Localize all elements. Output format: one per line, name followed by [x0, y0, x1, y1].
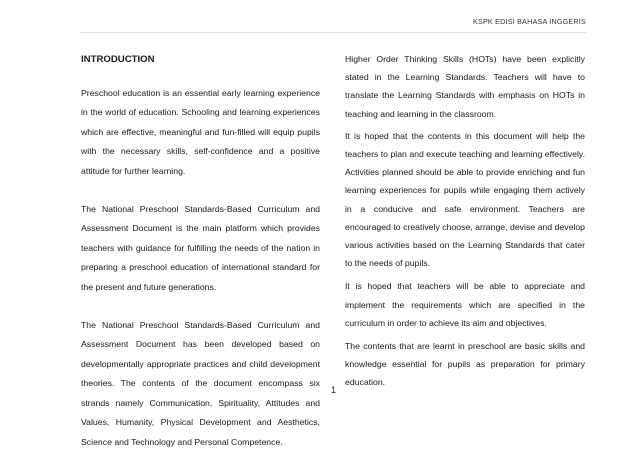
paragraph: It is hoped that the contents in this document will help the teachers to plan and execute teaching and learning effectively. Activities planned should be able to provide enriching and fun learning experiences for pupils while engaging them actively in a conducive and safe environment. Teachers are encouraged to creatively choose, arrange, devise and develop various activities based on the Learning Standards that cater to the needs of pupils.: [345, 130, 585, 269]
section-heading: INTRODUCTION: [81, 54, 155, 65]
page-header: [80, 10, 586, 33]
paragraph: Preschool education is an essential early learning experience in the world of education. Schooling and learning experiences which are effective, meaningful and fun-filled will equip pupils with the necessary skills, self-confidence and a positive attitude for further learning.: [81, 88, 320, 176]
paragraph: Higher Order Thinking Skills (HOTs) have been explicitly stated in the Learning Standards. Teachers will have to translate the Learning Standards with emphasis on HOTs in teaching and learning in the classroom.: [345, 54, 585, 119]
paragraph: The National Preschool Standards-Based Curriculum and Assessment Document is the main platform which provides teachers with guidance for fulfilling the needs of the nation in preparing a preschool education of international standard for the present and future generations.: [81, 204, 320, 292]
page-number: 1: [331, 385, 337, 395]
paragraph: The contents that are learnt in preschool are basic skills and knowledge essential for pupils as preparation for primary education.: [345, 341, 585, 388]
paragraph: The National Preschool Standards-Based Curriculum and Assessment Document has been developed based on developmentally appropriate practices and child development theories. The contents of the document encompass six strands namely Communication, Spirituality, Attitudes and Values, Humanity, Physical Development and Aesthetics, Science and Technology and Personal Competence.: [81, 320, 320, 447]
right-column: [345, 50, 585, 392]
left-column: [81, 50, 320, 452]
running-head: KSPK EDISI BAHASA INGGERIS: [472, 17, 586, 26]
paragraph: It is hoped that teachers will be able to appreciate and implement the requirements which are specified in the curriculum in order to achieve its aim and objectives.: [345, 281, 585, 328]
